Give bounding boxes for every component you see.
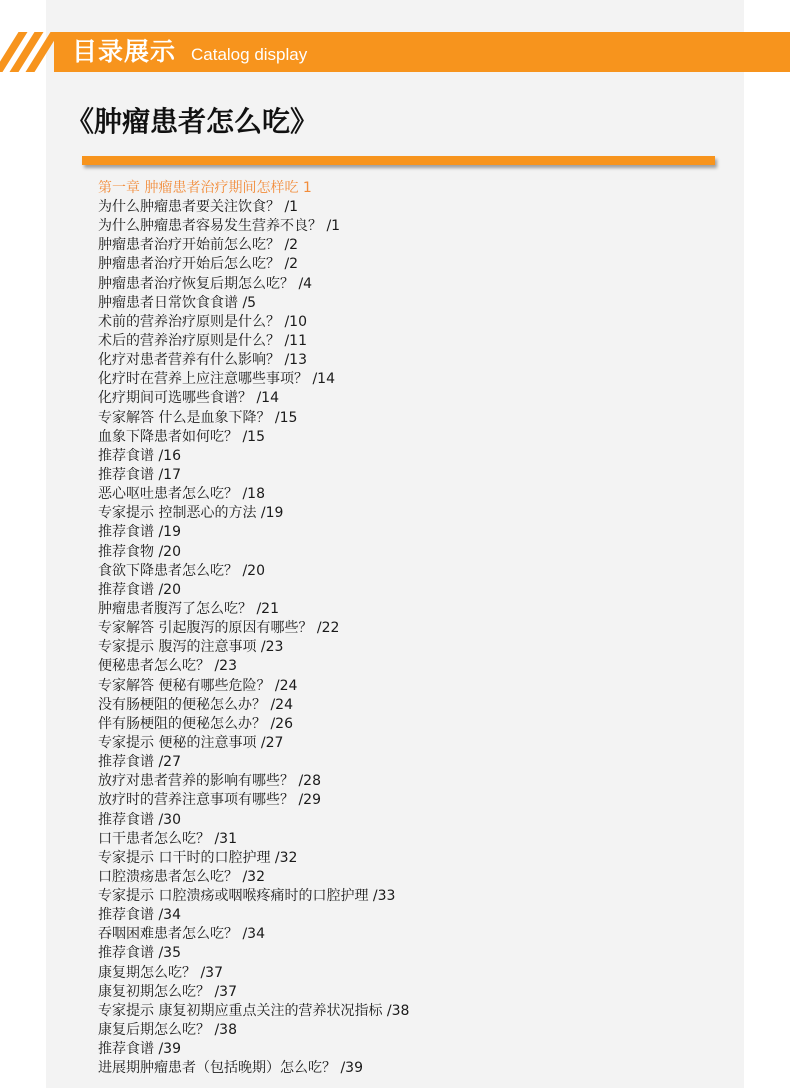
- toc-entry: 吞咽困难患者怎么吃？ /34: [98, 926, 265, 943]
- toc-entry: 血象下降患者如何吃？ /15: [98, 428, 265, 445]
- toc-entry: 专家提示 控制恶心的方法 /19: [98, 505, 284, 522]
- toc-entry: 术前的营养治疗原则是什么？ /10: [98, 313, 307, 330]
- toc-entry: 专家提示 腹泻的注意事项 /23: [98, 639, 284, 656]
- toc-entry: 肿瘤患者治疗开始后怎么吃？ /2: [98, 256, 299, 273]
- toc-entry: 专家提示 康复初期应重点关注的营养状况指标 /38: [98, 1002, 410, 1019]
- toc-entry: 术后的营养治疗原则是什么？ /11: [98, 332, 307, 349]
- toc-entry: 恶心呕吐患者怎么吃？ /18: [98, 486, 265, 503]
- toc-entry: 进展期肿瘤患者（包括晚期）怎么吃？ /39: [98, 1060, 363, 1077]
- toc-entry: 推荐食谱 /20: [98, 581, 181, 598]
- header-subtitle: Catalog display: [191, 45, 308, 64]
- toc-entry: 推荐食谱 /16: [98, 447, 181, 464]
- toc-entry: 专家提示 口腔溃疡或咽喉疼痛时的口腔护理 /33: [98, 888, 396, 905]
- toc-entry: 专家解答 便秘有哪些危险？ /24: [98, 677, 298, 694]
- toc-entry: 康复期怎么吃？ /37: [98, 964, 223, 981]
- chapter-heading: 第一章 肿瘤患者治疗期间怎样吃 1: [98, 180, 312, 196]
- toc-entry: 肿瘤患者治疗开始前怎么吃？ /2: [98, 237, 299, 254]
- toc-entry: 没有肠梗阻的便秘怎么办？ /24: [98, 696, 293, 713]
- toc-entry: 化疗对患者营养有什么影响？ /13: [98, 352, 307, 369]
- toc-entry: 为什么肿瘤患者容易发生营养不良？ /1: [98, 218, 341, 235]
- toc-entry: 放疗对患者营养的影响有哪些？ /28: [98, 773, 321, 790]
- toc-entry: 推荐食谱 /19: [98, 524, 181, 541]
- toc-entry: 康复后期怎么吃？ /38: [98, 1022, 237, 1039]
- toc-entry: 为什么肿瘤患者要关注饮食？ /1: [98, 199, 299, 215]
- toc-entry: 推荐食物 /20: [98, 543, 181, 560]
- toc-entry: 专家解答 引起腹泻的原因有哪些？ /22: [98, 620, 340, 637]
- toc-entry: 化疗期间可选哪些食谱？ /14: [98, 390, 279, 407]
- toc-entry: 肿瘤患者日常饮食食谱 /5: [98, 294, 257, 311]
- title-divider: [82, 156, 715, 165]
- toc-entry: 康复初期怎么吃？ /37: [98, 983, 237, 1000]
- toc-entry: 肿瘤患者腹泻了怎么吃？ /21: [98, 600, 279, 617]
- toc-entry: 推荐食谱 /34: [98, 907, 181, 924]
- header-title: 目录展示: [72, 37, 177, 66]
- toc-entry: 伴有肠梗阻的便秘怎么办？ /26: [98, 715, 293, 732]
- toc-entry: 化疗时在营养上应注意哪些事项？ /14: [98, 371, 335, 388]
- toc-entry: 口干患者怎么吃？ /31: [98, 830, 237, 847]
- toc-entry: 专家提示 口干时的口腔护理 /32: [98, 849, 298, 866]
- toc-entry: 推荐食谱 /17: [98, 466, 181, 483]
- toc-entry: 推荐食谱 /35: [98, 945, 181, 962]
- toc-entry: 推荐食谱 /27: [98, 754, 181, 771]
- toc-entry: 推荐食谱 /39: [98, 1041, 181, 1058]
- toc-entry: 推荐食谱 /30: [98, 811, 181, 828]
- table-of-contents: [98, 198, 718, 1078]
- toc-entry: 肿瘤患者治疗恢复后期怎么吃？ /4: [98, 275, 313, 292]
- book-title: 《肿瘤患者怎么吃》: [66, 105, 319, 138]
- toc-entry: 专家提示 便秘的注意事项 /27: [98, 734, 284, 751]
- toc-entry: 放疗时的营养注意事项有哪些？ /29: [98, 792, 321, 809]
- toc-entry: 食欲下降患者怎么吃？ /20: [98, 562, 265, 579]
- toc-entry: 便秘患者怎么吃？ /23: [98, 658, 237, 675]
- toc-entry: 口腔溃疡患者怎么吃？ /32: [98, 868, 265, 885]
- toc-entry: 专家解答 什么是血象下降？ /15: [98, 409, 298, 426]
